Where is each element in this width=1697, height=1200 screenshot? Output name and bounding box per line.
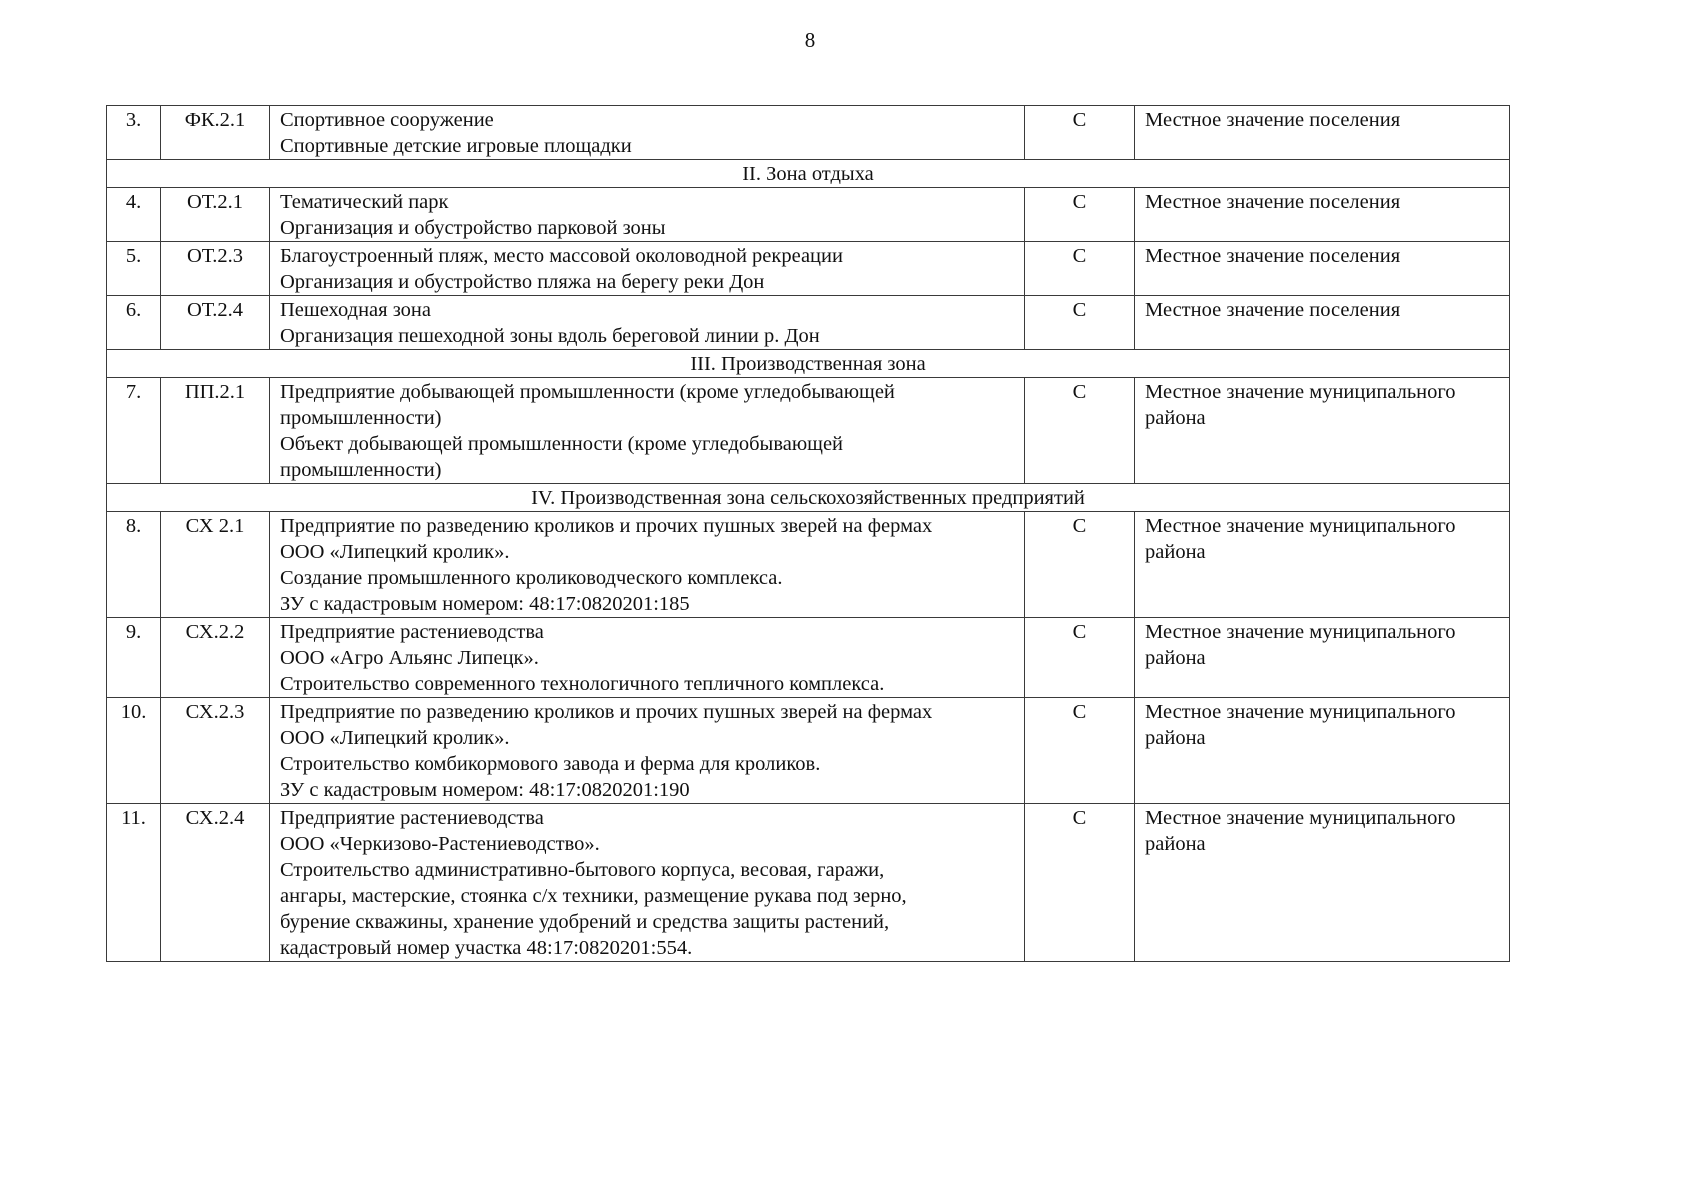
table-row (107, 188, 1510, 242)
description-line: Предприятие по разведению кроликов и прочих пушных зверей на фермах (280, 701, 933, 723)
object-description (270, 804, 1025, 962)
object-status: С (1025, 698, 1135, 804)
section-header-row (107, 350, 1510, 378)
description-line: промышленности) (280, 407, 442, 429)
description-line: ангары, мастерские, стоянка с/х техники, размещение рукава под зерно, (280, 885, 907, 907)
object-code: ОТ.2.4 (161, 296, 270, 350)
row-number: 6. (107, 296, 161, 350)
significance-line: района (1145, 541, 1206, 563)
object-status: С (1025, 242, 1135, 296)
table-row (107, 242, 1510, 296)
object-description (270, 618, 1025, 698)
table-body (107, 106, 1510, 962)
description-line: Предприятие растениеводства (280, 807, 544, 829)
row-number: 3. (107, 106, 161, 160)
table-row (107, 378, 1510, 484)
object-code: СХ.2.2 (161, 618, 270, 698)
description-line: Организация и обустройство пляжа на берегу реки Дон (280, 271, 765, 293)
significance-line: района (1145, 833, 1206, 855)
description-line: ЗУ с кадастровым номером: 48:17:0820201:185 (280, 593, 690, 615)
description-line: Организация пешеходной зоны вдоль береговой линии р. Дон (280, 325, 820, 347)
significance-line: Местное значение поселения (1145, 299, 1401, 321)
significance-line: Местное значение муниципального (1145, 621, 1456, 643)
description-line: Строительство комбикормового завода и ферма для кроликов. (280, 753, 821, 775)
section-title: II. Зона отдыха (107, 160, 1510, 188)
section-header-row (107, 160, 1510, 188)
object-status: С (1025, 512, 1135, 618)
significance-level (1135, 804, 1510, 962)
significance-level (1135, 188, 1510, 242)
section-header-row (107, 484, 1510, 512)
object-status: С (1025, 804, 1135, 962)
object-description (270, 106, 1025, 160)
description-line: ООО «Агро Альянс Липецк». (280, 647, 539, 669)
objects-table (106, 105, 1510, 962)
object-status: С (1025, 296, 1135, 350)
description-line: Объект добывающей промышленности (кроме угледобывающей (280, 433, 844, 455)
table-row (107, 618, 1510, 698)
object-description (270, 188, 1025, 242)
significance-line: района (1145, 407, 1206, 429)
significance-line: Местное значение поселения (1145, 109, 1401, 131)
row-number: 8. (107, 512, 161, 618)
description-line: промышленности) (280, 459, 442, 481)
object-code: ОТ.2.3 (161, 242, 270, 296)
table-row (107, 698, 1510, 804)
description-line: ООО «Липецкий кролик». (280, 541, 510, 563)
description-line: Тематический парк (280, 191, 449, 213)
object-code: ОТ.2.1 (161, 188, 270, 242)
row-number: 4. (107, 188, 161, 242)
object-description (270, 512, 1025, 618)
object-description (270, 698, 1025, 804)
object-status: С (1025, 106, 1135, 160)
significance-line: Местное значение муниципального (1145, 701, 1456, 723)
section-title: IV. Производственная зона сельскохозяйственных предприятий (107, 484, 1510, 512)
description-line: бурение скважины, хранение удобрений и средства защиты растений, (280, 911, 890, 933)
significance-level (1135, 618, 1510, 698)
object-status: С (1025, 188, 1135, 242)
object-code: СХ.2.3 (161, 698, 270, 804)
description-line: Спортивное сооружение (280, 109, 494, 131)
description-line: Создание промышленного кролиководческого комплекса. (280, 567, 783, 589)
significance-line: района (1145, 727, 1206, 749)
table-row (107, 804, 1510, 962)
object-status: С (1025, 378, 1135, 484)
object-description (270, 296, 1025, 350)
significance-level (1135, 378, 1510, 484)
row-number: 11. (107, 804, 161, 962)
significance-line: Местное значение муниципального (1145, 515, 1456, 537)
significance-line: Местное значение муниципального (1145, 807, 1456, 829)
object-code: ПП.2.1 (161, 378, 270, 484)
description-line: Строительство административно-бытового корпуса, весовая, гаражи, (280, 859, 885, 881)
significance-line: района (1145, 647, 1206, 669)
significance-level (1135, 512, 1510, 618)
page-number: 8 (804, 28, 816, 52)
table-row (107, 106, 1510, 160)
description-line: Пешеходная зона (280, 299, 431, 321)
object-status: С (1025, 618, 1135, 698)
significance-line: Местное значение муниципального (1145, 381, 1456, 403)
significance-level (1135, 242, 1510, 296)
row-number: 9. (107, 618, 161, 698)
significance-level (1135, 106, 1510, 160)
object-description (270, 242, 1025, 296)
description-line: Благоустроенный пляж, место массовой околоводной рекреации (280, 245, 843, 267)
significance-line: Местное значение поселения (1145, 245, 1401, 267)
row-number: 7. (107, 378, 161, 484)
description-line: ЗУ с кадастровым номером: 48:17:0820201:190 (280, 779, 690, 801)
description-line: Организация и обустройство парковой зоны (280, 217, 666, 239)
significance-line: Местное значение поселения (1145, 191, 1401, 213)
table-row (107, 296, 1510, 350)
significance-level (1135, 296, 1510, 350)
description-line: кадастровый номер участка 48:17:0820201:554. (280, 937, 693, 959)
object-code: СХ.2.4 (161, 804, 270, 962)
description-line: Предприятие растениеводства (280, 621, 544, 643)
description-line: ООО «Липецкий кролик». (280, 727, 510, 749)
section-title: III. Производственная зона (107, 350, 1510, 378)
row-number: 5. (107, 242, 161, 296)
description-line: Строительство современного технологичного тепличного комплекса. (280, 673, 885, 695)
object-code: СХ 2.1 (161, 512, 270, 618)
description-line: Предприятие добывающей промышленности (кроме угледобывающей (280, 381, 895, 403)
significance-level (1135, 698, 1510, 804)
description-line: ООО «Черкизово-Растениеводство». (280, 833, 600, 855)
description-line: Спортивные детские игровые площадки (280, 135, 632, 157)
description-line: Предприятие по разведению кроликов и прочих пушных зверей на фермах (280, 515, 933, 537)
table-row (107, 512, 1510, 618)
object-description (270, 378, 1025, 484)
object-code: ФК.2.1 (161, 106, 270, 160)
row-number: 10. (107, 698, 161, 804)
